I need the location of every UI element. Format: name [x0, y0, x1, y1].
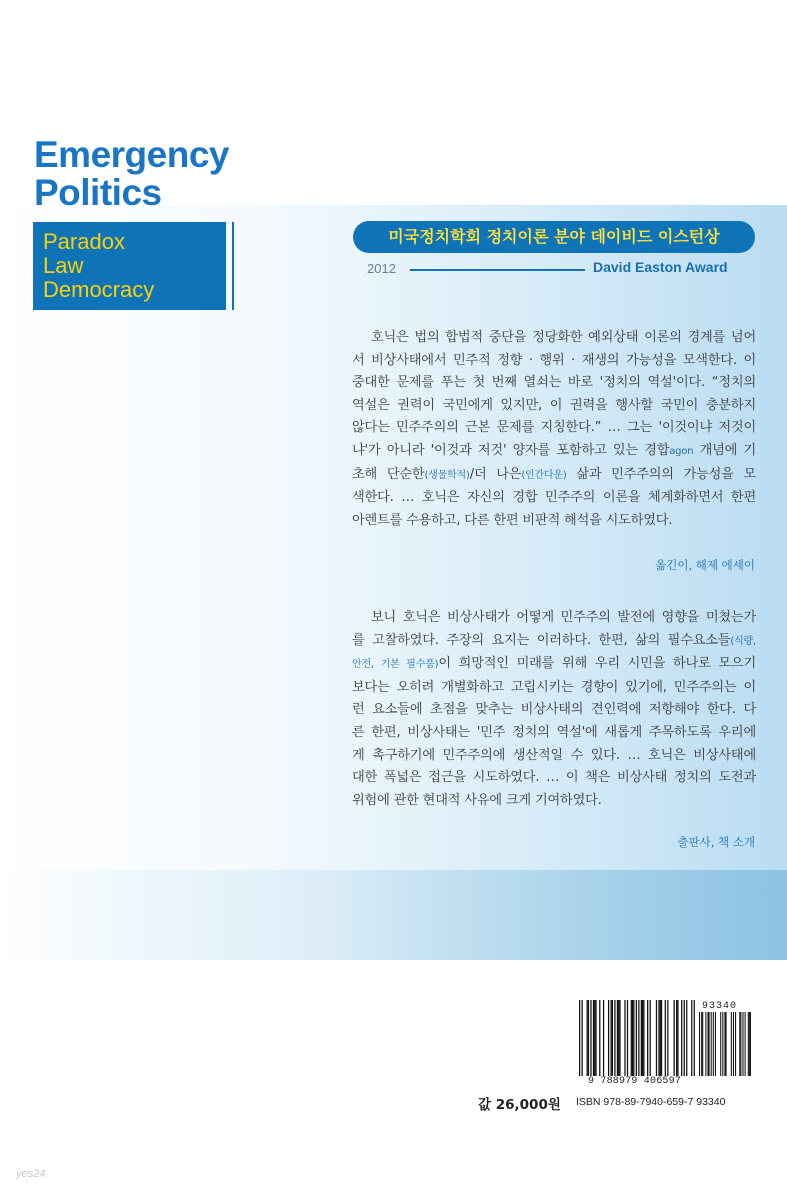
title-line-1: Emergency	[34, 134, 229, 175]
barcode-bar	[709, 1012, 710, 1076]
subtitle-line-2: Law	[43, 253, 84, 278]
barcode-bar	[658, 1000, 659, 1076]
text-segment: 초해 단순한	[352, 466, 425, 482]
barcode-bar	[612, 1000, 613, 1076]
text-line: 역설은 권력이 국민에게 있지만, 이 권력을 행사할 국민이 충분하지	[352, 397, 756, 413]
text-segment: /더 나은	[469, 466, 522, 482]
barcode-bar	[594, 1000, 595, 1076]
award-english: David Easton Award	[593, 259, 728, 275]
barcode-bar	[724, 1012, 725, 1076]
title-line-2: Politics	[34, 172, 162, 213]
award-badge: 미국정치학회 정치이론 분야 데이비드 이스턴상	[353, 221, 755, 253]
barcode-bar	[694, 1000, 695, 1076]
barcode-bar	[726, 1012, 727, 1076]
text-line: 아렌트를 수용하고, 다른 한편 비판적 해석을 시도하였다.	[352, 512, 673, 528]
barcode-bar	[595, 1000, 596, 1076]
annotation: 안전, 기본 필수품)	[352, 659, 439, 671]
barcode-bar	[701, 1012, 702, 1076]
background-fade	[0, 870, 787, 960]
annotation: (인간다운)	[521, 469, 567, 481]
barcode-bar	[740, 1012, 741, 1076]
barcode-bar	[588, 1000, 589, 1076]
text-line: 색한다. … 호닉은 자신의 경합 민주주의 이론을 체계화하면서 한편	[352, 490, 756, 506]
barcode-bar	[624, 1000, 625, 1076]
barcode-bar	[590, 1000, 591, 1076]
barcode-bar	[582, 1000, 583, 1076]
barcode-bar	[593, 1000, 594, 1076]
barcode-bar	[720, 1012, 721, 1076]
barcode-digits: 9 788979 406597	[588, 1076, 682, 1087]
barcode-bar	[650, 1000, 651, 1076]
price-label: 값 26,000원	[478, 1097, 561, 1113]
annotation: agon	[669, 445, 694, 457]
text-segment: 삶과 민주주의의 가능성을 모	[566, 466, 757, 482]
barcode-bar	[711, 1012, 712, 1076]
barcode-bar	[742, 1012, 743, 1076]
barcode-bar	[684, 1000, 685, 1076]
annotation: (생물학적)	[424, 469, 470, 481]
text-line: 게 촉구하기에 민주주의에 생산적일 수 있다. … 호닉은 비상사태에	[352, 747, 756, 763]
barcode-bar	[587, 1000, 588, 1076]
barcode-bar	[722, 1012, 723, 1076]
text-line	[352, 630, 756, 654]
text-segment: 냐'가 아니라 '이것과 저것' 양자를 포함하고 있는 경합	[352, 442, 670, 458]
barcode-addon-number: 93340	[702, 1001, 738, 1012]
review-paragraph-1	[352, 327, 756, 532]
text-line: 대한 폭넓은 접근을 시도하였다. … 이 책은 비상사태 정치의 도전과	[352, 770, 756, 786]
barcode-bar	[631, 1000, 632, 1076]
barcode-bar	[627, 1000, 628, 1076]
watermark-logo: yes24	[16, 1168, 46, 1180]
barcode-bar	[579, 1000, 580, 1076]
text-line: 위험에 관한 현대적 사유에 크게 기여하였다.	[352, 792, 602, 808]
barcode-bar	[619, 1000, 620, 1076]
barcode-bar	[686, 1000, 687, 1076]
barcode-bar	[715, 1012, 716, 1076]
subtitle-divider	[232, 222, 234, 310]
text-line: 보다는 오히려 개별화하고 고립시키는 경향이 있기에, 민주주의는 이	[352, 679, 756, 695]
barcode-bar	[608, 1000, 609, 1076]
book-title	[34, 136, 229, 212]
text-line	[352, 464, 756, 488]
barcode-bar	[614, 1000, 615, 1076]
text-line: 않다는 민주주의의 근본 문제를 지칭한다.” … 그는 '이것이냐 저것이	[352, 420, 756, 436]
barcode-bar	[618, 1000, 619, 1076]
text-line: 른 한편, 비상사태는 '민주 정치의 역설'에 새롭게 주목하도록 우리에	[352, 724, 756, 740]
barcode-bar	[735, 1012, 736, 1076]
barcode-bar	[733, 1012, 734, 1076]
barcode-bar	[713, 1012, 714, 1076]
barcode-bar	[731, 1012, 732, 1076]
barcode-bar	[674, 1000, 675, 1076]
text-segment: 개념에 기	[693, 442, 756, 458]
text-line: 중대한 문제를 푸는 첫 번째 열쇠는 바로 '정치의 역설'이다. “정치의	[352, 375, 756, 391]
barcode-bar	[681, 1000, 682, 1076]
text-line: 보니 호닉은 비상사태가 어떻게 민주주의 발전에 영향을 미쳤는가	[371, 610, 756, 625]
barcode-bar	[699, 1012, 700, 1076]
text-line	[352, 440, 756, 464]
credit-translator: 옮긴이, 해제 에세이	[655, 558, 755, 572]
barcode-bar	[702, 1012, 703, 1076]
barcode-bar	[641, 1000, 642, 1076]
text-line: 호닉은 법의 합법적 중단을 정당화한 예외상태 이론의 경계를 넘어	[371, 330, 756, 345]
subtitle-line-3: Democracy	[43, 277, 155, 302]
isbn-label: ISBN 978-89-7940-659-7 93340	[576, 1096, 726, 1108]
barcode-bar	[611, 1000, 612, 1076]
barcode-bar	[745, 1012, 746, 1076]
barcode-bar	[676, 1000, 677, 1076]
barcode-bar	[638, 1000, 639, 1076]
award-year: 2012	[367, 261, 396, 276]
barcode-bar	[739, 1012, 740, 1076]
barcode-bar	[749, 1012, 750, 1076]
credit-publisher: 출판사, 책 소개	[677, 835, 755, 849]
barcode-bar	[707, 1012, 708, 1076]
barcode-bar	[599, 1000, 600, 1076]
barcode-bar	[617, 1000, 618, 1076]
subtitle-box	[33, 222, 226, 310]
barcode-bar	[603, 1000, 604, 1076]
barcode-bar	[667, 1000, 668, 1076]
barcode-bar	[665, 1000, 666, 1076]
barcode-bar	[636, 1000, 637, 1076]
subtitle-line-1: Paradox	[43, 229, 125, 254]
text-line: 런 요소들에 초점을 맞추는 비상사태의 견인력에 저항해야 한다. 다	[352, 702, 756, 718]
text-line	[352, 653, 756, 677]
text-line: 서 비상사태에서 민주적 정향 · 행위 · 재생의 가능성을 모색한다. 이	[352, 352, 756, 368]
award-divider	[410, 269, 585, 271]
barcode-bar	[643, 1000, 644, 1076]
review-paragraph-2	[352, 607, 756, 812]
barcode-bar	[660, 1000, 661, 1076]
background-panel	[0, 205, 787, 960]
barcode-bar	[691, 1000, 692, 1076]
barcode-bar	[642, 1000, 643, 1076]
barcode-bar	[705, 1012, 706, 1076]
barcode-bar	[656, 1000, 657, 1076]
barcode-bar	[633, 1000, 634, 1076]
barcode-bar	[677, 1000, 678, 1076]
barcode-bar	[748, 1012, 749, 1076]
text-segment: 를 고찰하였다. 주장의 요지는 이러하다. 한편, 삶의 필수요소들	[352, 632, 731, 648]
barcode-bar	[661, 1000, 662, 1076]
barcode-bar	[632, 1000, 633, 1076]
annotation: (식량,	[730, 635, 756, 647]
barcode-bar	[750, 1012, 751, 1076]
text-segment: 이 희망적인 미래를 위해 우리 시민을 하나로 모으기	[438, 656, 757, 672]
barcode-bar	[647, 1000, 648, 1076]
